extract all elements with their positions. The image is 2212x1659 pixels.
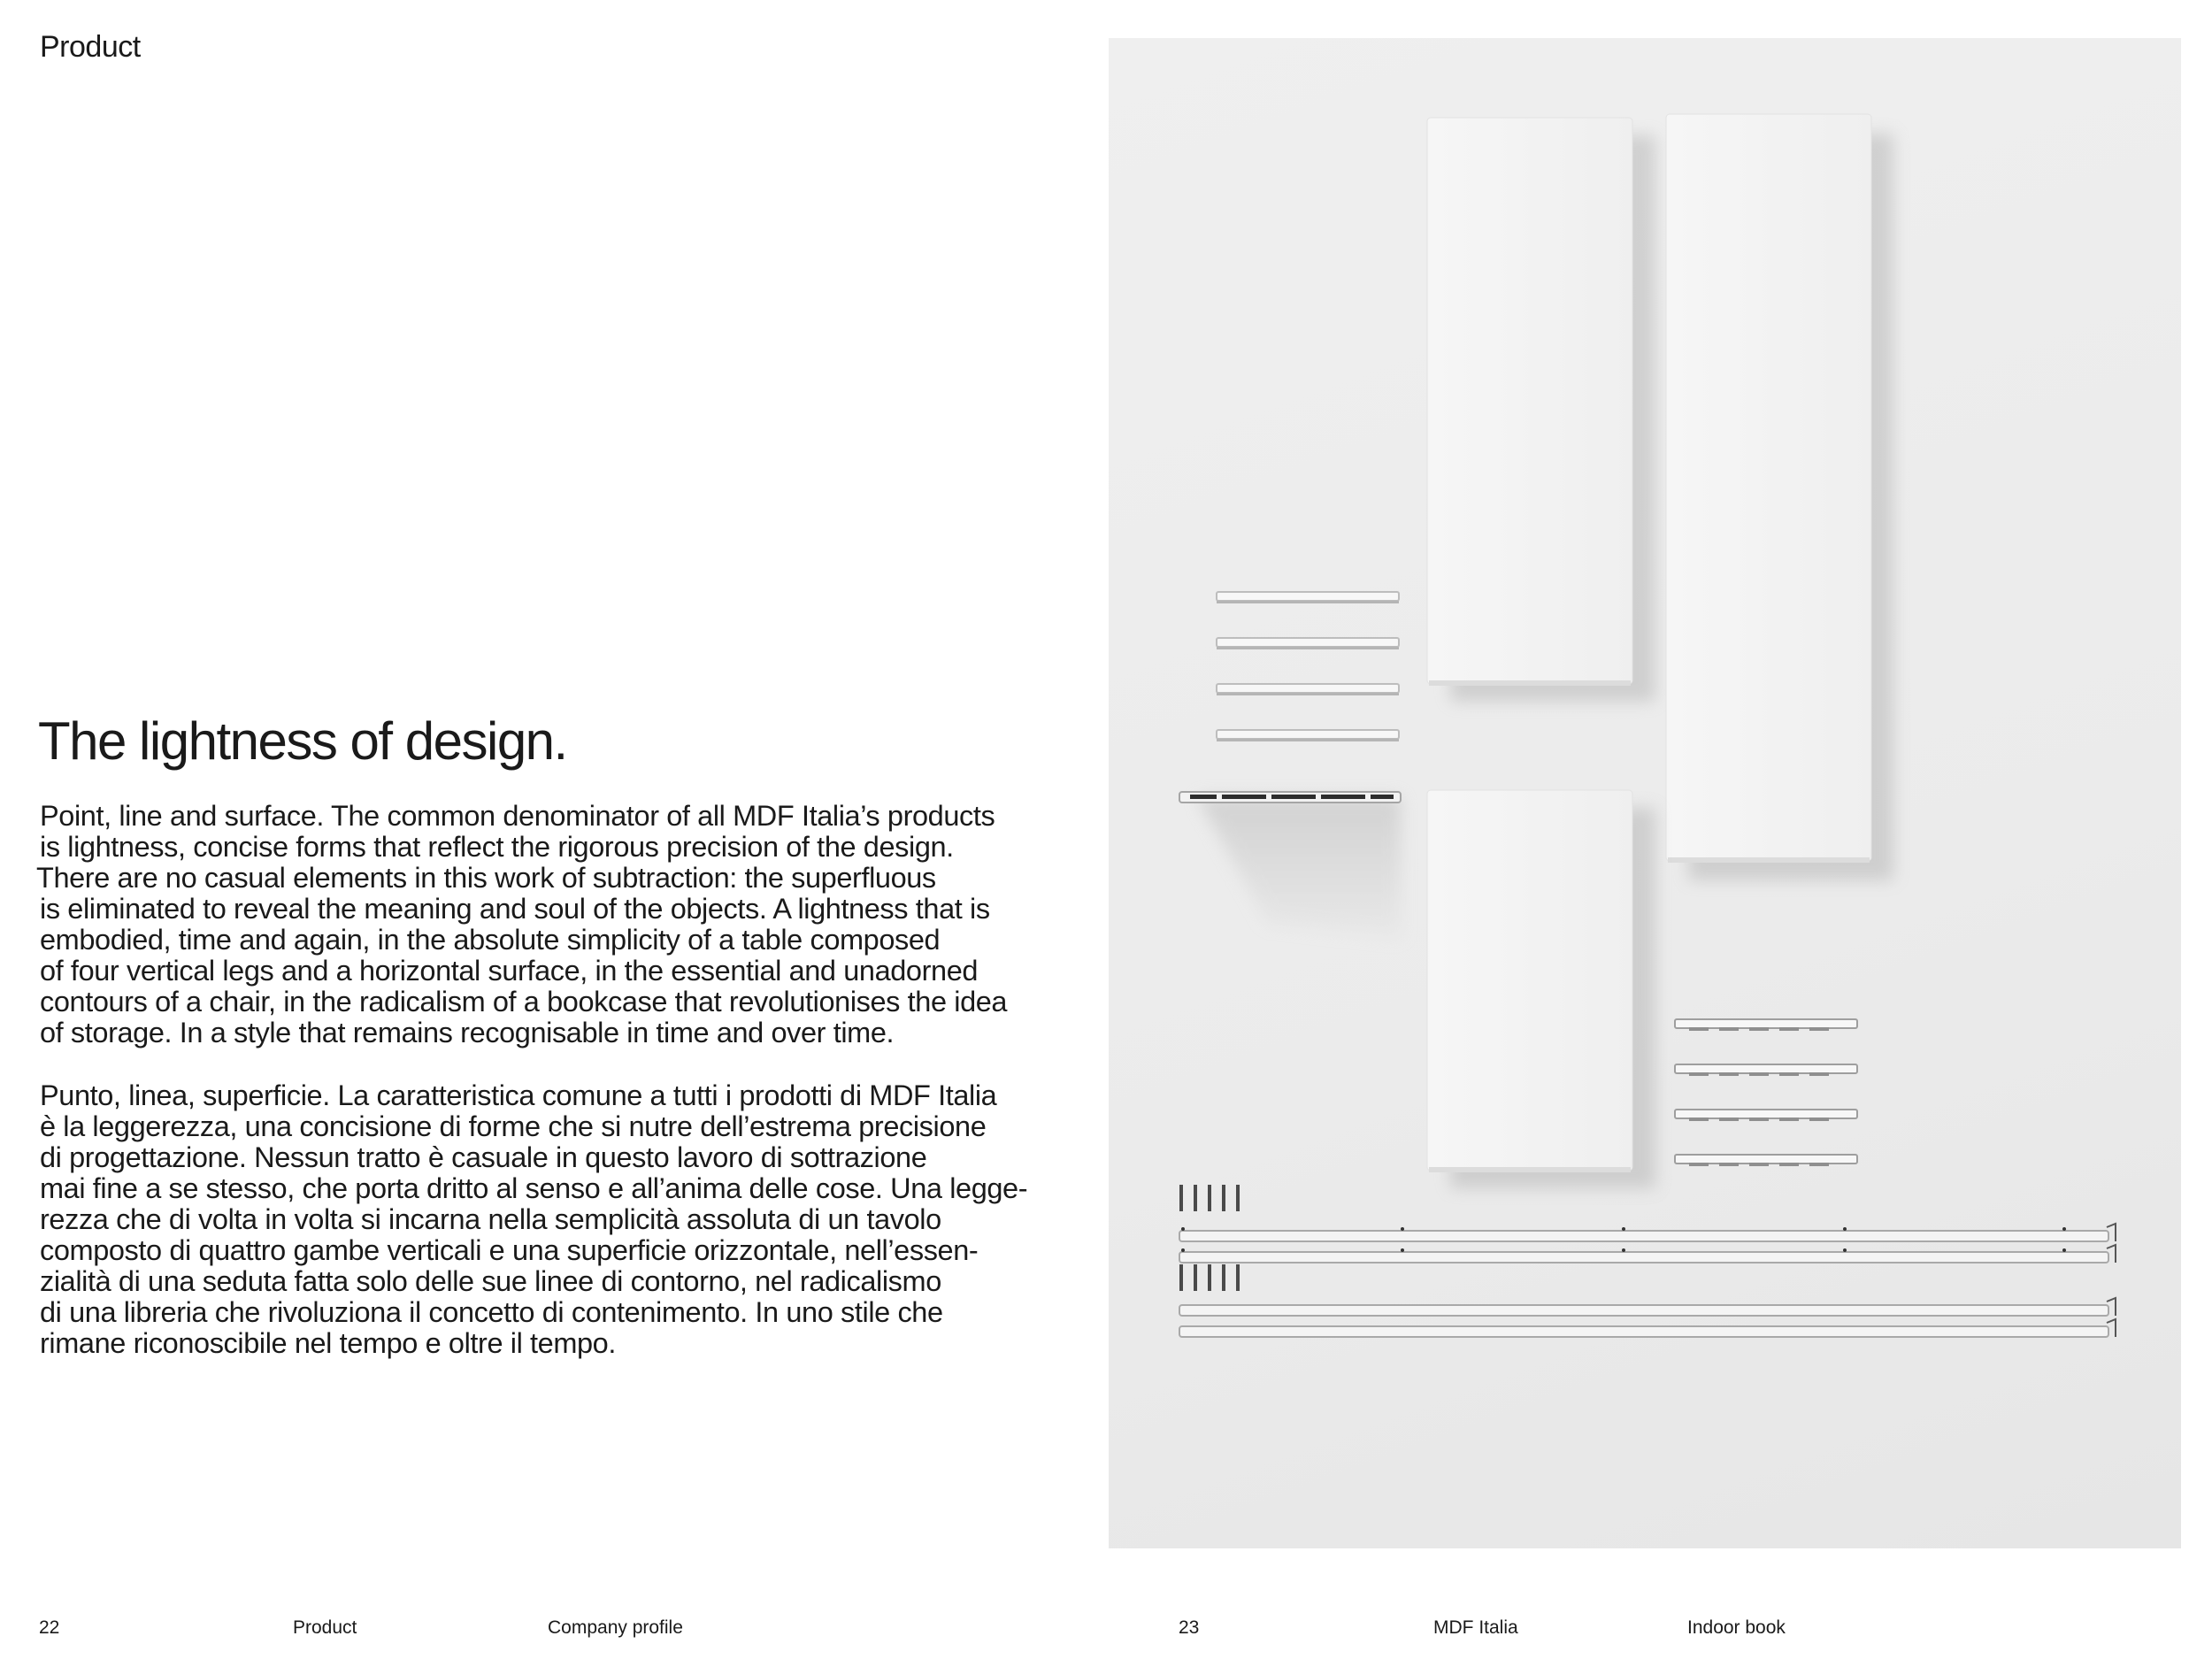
text-line: is lightness, concise forms that reflect the rigorous precision of the design. bbox=[40, 831, 954, 863]
text-line: contours of a chair, in the radicalism of a bookcase that revolutionises the idea bbox=[40, 986, 1008, 1018]
shelf-panel-right bbox=[1666, 114, 1893, 880]
shelf-panel-left-top bbox=[1427, 118, 1655, 702]
page-heading: The lightness of design. bbox=[38, 711, 567, 771]
footer-section-label: Product bbox=[293, 1617, 357, 1638]
shelf-panel-left-bottom bbox=[1427, 790, 1655, 1188]
text-line: rezza che di volta in volta si incarna nella semplicità assoluta di un tavolo bbox=[40, 1203, 941, 1235]
text-line: è la leggerezza, una concisione di forme che si nutre dell’estrema precisione bbox=[40, 1110, 987, 1142]
text-line: embodied, time and again, in the absolute simplicity of a table composed bbox=[40, 924, 941, 956]
bracket bbox=[1179, 792, 1401, 937]
rail-set-left bbox=[1217, 592, 1399, 739]
text-line: is eliminated to reveal the meaning and soul of the objects. A lightness that is bbox=[40, 893, 990, 925]
text-line: There are no casual elements in this work of subtraction: the superfluous bbox=[36, 862, 936, 894]
text-line: zialità di una seduta fatta solo delle sue linee di contorno, nel radicalismo bbox=[40, 1265, 941, 1297]
text-line: composto di quattro gambe verticali e una superficie orizzontale, nell’essen- bbox=[40, 1234, 979, 1266]
text-line: Point, line and surface. The common denominator of all MDF Italia’s products bbox=[40, 800, 995, 832]
text-line: di progettazione. Nessun tratto è casuale in questo lavoro di sottrazione bbox=[40, 1141, 927, 1173]
paragraph-english bbox=[36, 800, 1057, 1048]
text-line: of four vertical legs and a horizontal surface, in the essential and unadorned bbox=[40, 955, 979, 987]
page-number-right: 23 bbox=[1179, 1617, 1200, 1638]
screws-group-2 bbox=[1179, 1264, 1240, 1291]
text-line: Punto, linea, superficie. La caratteristica comune a tutti i prodotti di MDF Italia bbox=[40, 1079, 997, 1111]
paragraph-italian bbox=[40, 1080, 1057, 1359]
footer-book-label: Indoor book bbox=[1687, 1617, 1786, 1638]
section-label: Product bbox=[40, 30, 141, 64]
footer-brand-label: MDF Italia bbox=[1433, 1617, 1518, 1638]
text-line: mai fine a se stesso, che porta dritto al senso e all’anima delle cose. Una legge- bbox=[40, 1172, 1028, 1204]
text-line: di una libreria che rivoluziona il concetto di contenimento. In uno stile che bbox=[40, 1296, 943, 1328]
product-photo bbox=[1109, 38, 2181, 1548]
rail-set-right bbox=[1675, 1019, 1857, 1164]
long-rods bbox=[1179, 1224, 2116, 1337]
screws-group-1 bbox=[1179, 1185, 1240, 1211]
text-line: of storage. In a style that remains recognisable in time and over time. bbox=[40, 1017, 895, 1048]
footer-document-label: Company profile bbox=[548, 1617, 683, 1638]
page-number-left: 22 bbox=[39, 1617, 60, 1638]
text-line: rimane riconoscibile nel tempo e oltre il tempo. bbox=[40, 1327, 616, 1359]
